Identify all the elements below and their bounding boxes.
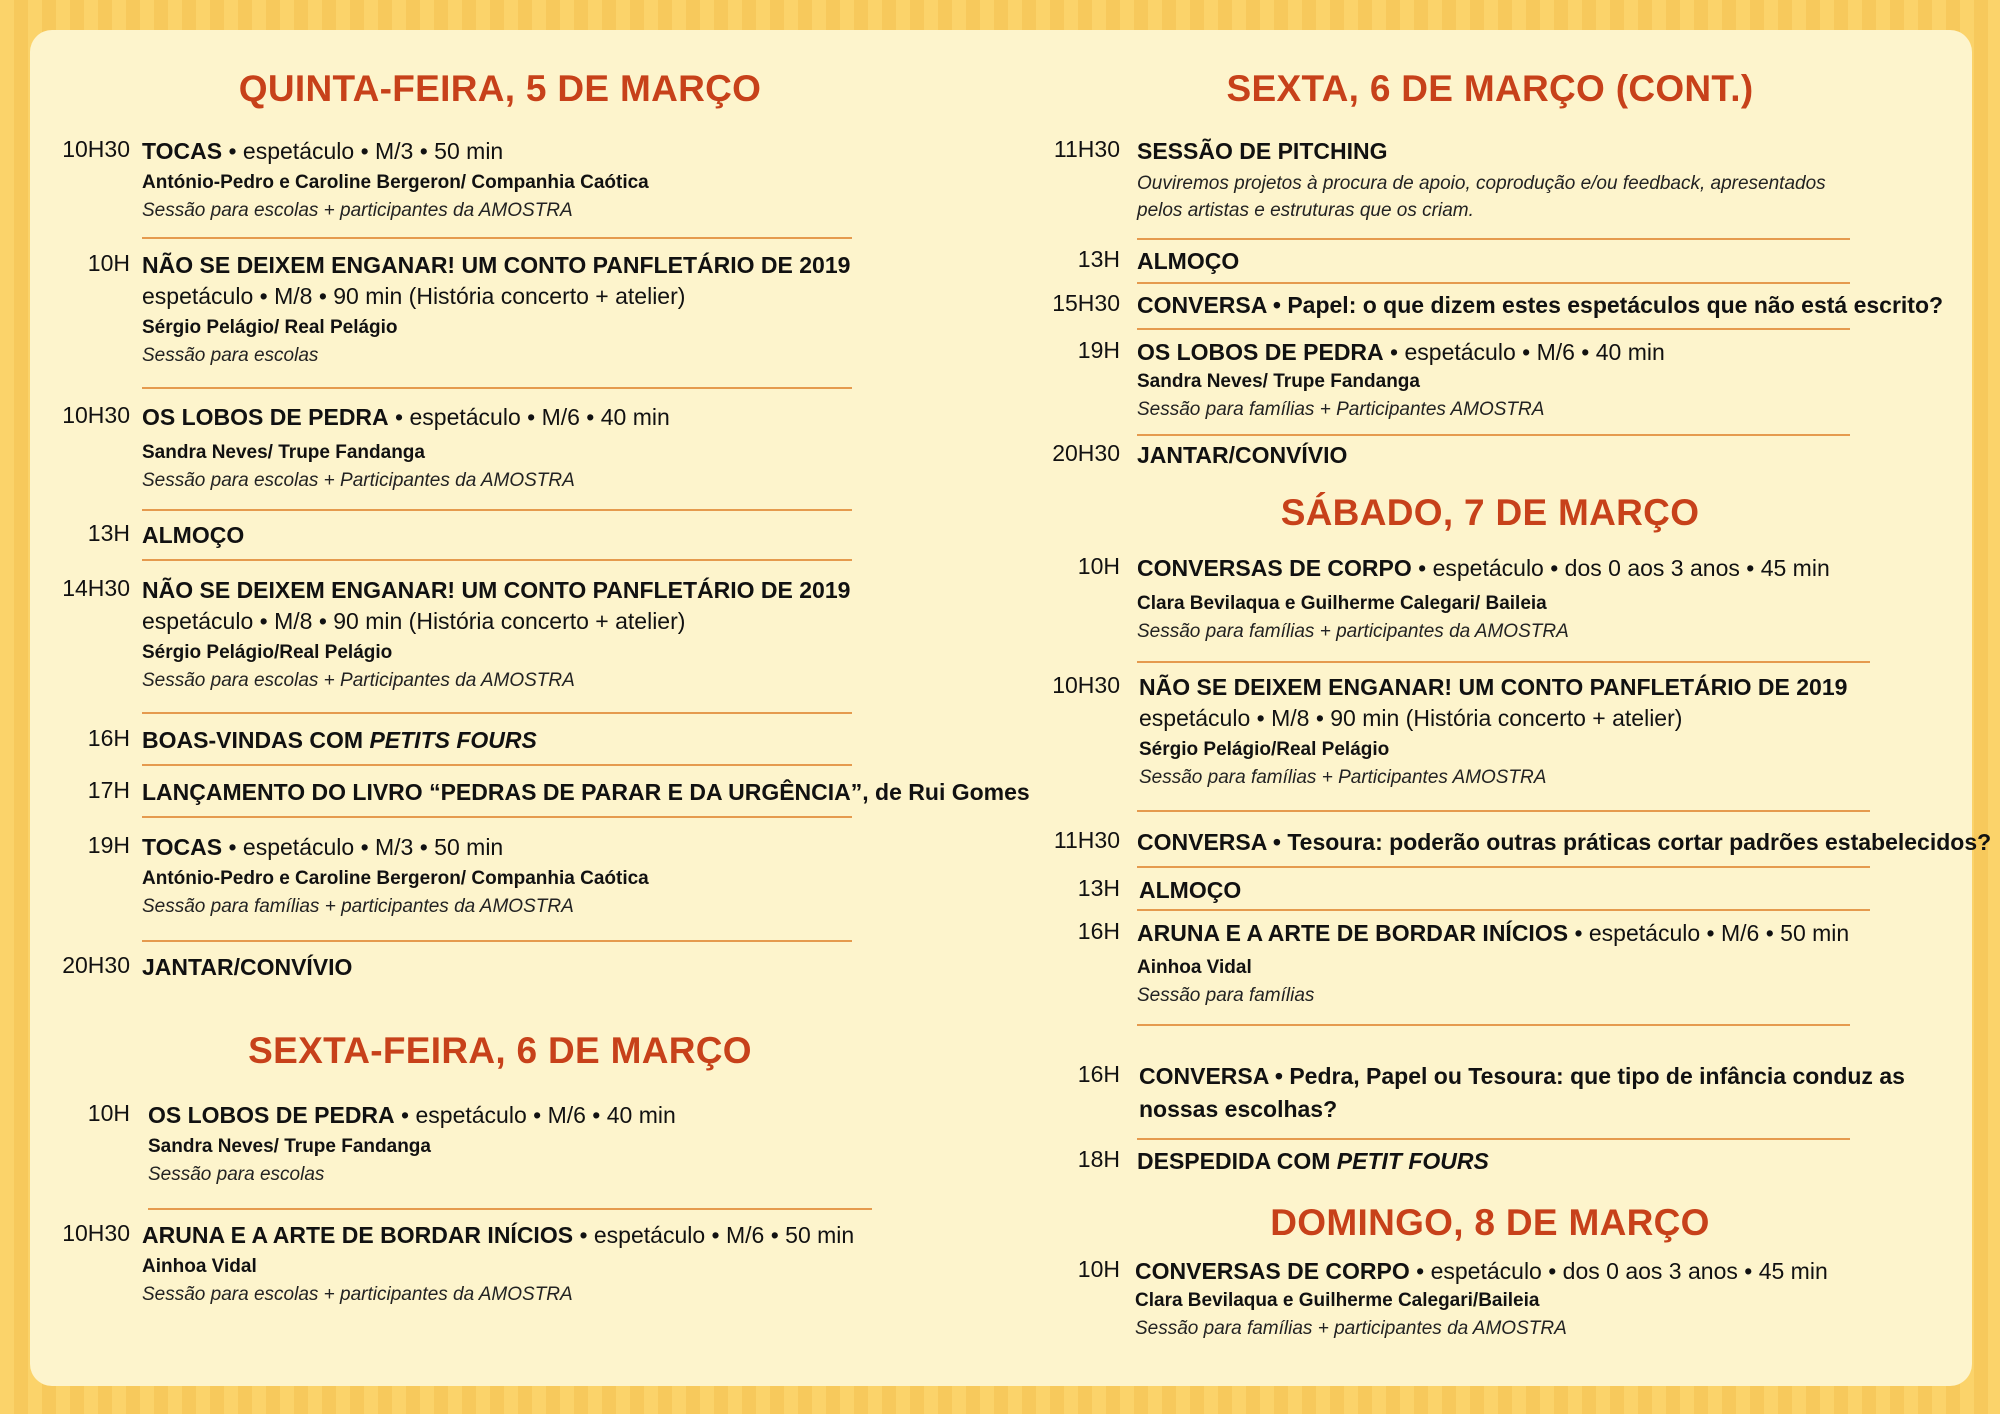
- divider: [1137, 866, 1870, 868]
- entry-time: 13H: [1077, 875, 1120, 901]
- entry-title: CONVERSAS DE CORPO: [1137, 555, 1412, 581]
- entry-audience: Sessão para famílias + participantes da AMOSTRA: [142, 896, 574, 917]
- entry-time: 14H30: [62, 575, 130, 601]
- entry-meta: • espetáculo • M/6 • 50 min: [573, 1222, 855, 1248]
- divider: [142, 387, 852, 389]
- entry-meta: • espetáculo • M/6 • 50 min: [1574, 920, 1850, 946]
- entry-title: CONVERSA • Papel: o que dizem estes espetáculos que não está escrito?: [1137, 292, 1944, 318]
- divider: [142, 764, 852, 766]
- entry-meta: • espetáculo • dos 0 aos 3 anos • 45 min: [1411, 555, 1830, 581]
- entry-title: NÃO SE DEIXEM ENGANAR! UM CONTO PANFLETÁRIO DE 2019: [142, 252, 851, 278]
- entry-time: 10H30: [62, 136, 130, 162]
- entry-meta: • espetáculo • M/3 • 50 min: [222, 834, 504, 860]
- entry-title: CONVERSA • Tesoura: poderão outras práticas cortar padrões estabelecidos?: [1137, 829, 1992, 855]
- entry-credits: Sandra Neves/ Trupe Fandanga: [142, 442, 425, 463]
- entry-credits: Sérgio Pelágio/ Real Pelágio: [142, 317, 398, 338]
- entry-time: 13H: [87, 520, 130, 546]
- entry-time: 13H: [1077, 246, 1120, 272]
- entry-audience: Sessão para escolas + Participantes da AMOSTRA: [142, 470, 575, 491]
- entry-title: ARUNA E A ARTE DE BORDAR INÍCIOS: [1137, 920, 1575, 946]
- entry-time: 17H: [87, 777, 130, 803]
- entry-time: 10H30: [62, 1220, 130, 1246]
- entry-title: TOCAS: [142, 834, 223, 860]
- day-title: SEXTA, 6 DE MARÇO (CONT.): [1226, 68, 1754, 109]
- entry-audience: Sessão para escolas: [148, 1164, 325, 1185]
- entry-title: NÃO SE DEIXEM ENGANAR! UM CONTO PANFLETÁRIO DE 2019: [142, 577, 851, 603]
- divider: [1137, 282, 1850, 284]
- entry-title: ALMOÇO: [142, 522, 245, 548]
- entry-title: ARUNA E A ARTE DE BORDAR INÍCIOS: [142, 1222, 574, 1248]
- divider: [142, 559, 852, 561]
- entry-time: 10H: [1077, 1256, 1120, 1282]
- entry-credits: Sérgio Pelágio/Real Pelágio: [1139, 739, 1390, 760]
- day-title: DOMINGO, 8 DE MARÇO: [1270, 1202, 1710, 1243]
- day-title: QUINTA-FEIRA, 5 DE MARÇO: [238, 68, 762, 109]
- entry-title: CONVERSA • Pedra, Papel ou Tesoura: que tipo de infância conduz as: [1139, 1063, 1905, 1089]
- entry-credits: Clara Bevilaqua e Guilherme Calegari/Baileia: [1135, 1290, 1540, 1311]
- divider: [1137, 1138, 1850, 1140]
- entry-title-italic: PETIT FOURS: [1336, 1148, 1489, 1174]
- entry-credits: Sandra Neves/ Trupe Fandanga: [148, 1136, 431, 1157]
- entry-title: NÃO SE DEIXEM ENGANAR! UM CONTO PANFLETÁRIO DE 2019: [1139, 674, 1848, 700]
- divider: [1137, 909, 1870, 911]
- entry-audience: Sessão para famílias + Participantes AMOSTRA: [1137, 399, 1545, 420]
- entry-title: OS LOBOS DE PEDRA: [148, 1102, 395, 1128]
- entry-meta: • espetáculo • M/3 • 50 min: [222, 138, 504, 164]
- entry-time: 19H: [87, 832, 130, 858]
- entry-time: 10H: [1077, 553, 1120, 579]
- entry-meta: espetáculo • M/8 • 90 min (História concerto + atelier): [142, 283, 686, 309]
- entry-title: CONVERSAS DE CORPO: [1135, 1258, 1410, 1284]
- divider: [142, 509, 852, 511]
- entry-time: 18H: [1077, 1146, 1120, 1172]
- entry-credits: Sérgio Pelágio/Real Pelágio: [142, 642, 393, 663]
- entry-time: 20H30: [1052, 440, 1120, 466]
- divider: [1137, 328, 1850, 330]
- entry-meta: • espetáculo • M/6 • 40 min: [394, 1102, 676, 1128]
- divider: [142, 940, 852, 942]
- entry-time: 10H30: [1052, 672, 1120, 698]
- entry-audience: Sessão para famílias + Participantes AMOSTRA: [1139, 767, 1547, 788]
- entry-meta: • espetáculo • M/6 • 40 min: [388, 404, 670, 430]
- entry-audience: Sessão para famílias: [1137, 985, 1315, 1006]
- program-card: [30, 30, 1992, 1386]
- entry-audience: Sessão para escolas + participantes da AMOSTRA: [142, 1284, 573, 1305]
- entry-credits: António-Pedro e Caroline Bergeron/ Companhia Caótica: [142, 868, 649, 889]
- divider: [1137, 661, 1870, 663]
- entry-audience: Sessão para escolas + participantes da AMOSTRA: [142, 200, 573, 221]
- entry-title: TOCAS: [142, 138, 223, 164]
- entry-time: 16H: [1077, 918, 1120, 944]
- entry-audience: Sessão para escolas: [142, 345, 319, 366]
- divider: [1137, 1024, 1850, 1026]
- divider: [142, 237, 852, 239]
- entry-time: 16H: [87, 725, 130, 751]
- entry-title: JANTAR/CONVÍVIO: [142, 954, 353, 980]
- entry-title: OS LOBOS DE PEDRA: [1137, 339, 1384, 365]
- divider: [1137, 434, 1850, 436]
- divider: [1137, 810, 1870, 812]
- entry-credits: Ainhoa Vidal: [142, 1256, 257, 1277]
- entry-time: 16H: [1077, 1061, 1120, 1087]
- entry-time: 15H30: [1052, 290, 1120, 316]
- entry-audience: Sessão para famílias + participantes da AMOSTRA: [1135, 1318, 1567, 1339]
- entry-title: ALMOÇO: [1139, 877, 1242, 903]
- entry-time: 20H30: [62, 952, 130, 978]
- entry-title: OS LOBOS DE PEDRA: [142, 404, 389, 430]
- entry-description: Ouviremos projetos à procura de apoio, coprodução e/ou feedback, apresentados: [1137, 173, 1826, 194]
- entry-time: 10H: [87, 250, 130, 276]
- entry-time: 19H: [1077, 337, 1120, 363]
- entry-time: 10H30: [62, 402, 130, 428]
- divider: [142, 712, 852, 714]
- entry-title: DESPEDIDA COM: [1137, 1148, 1337, 1174]
- entry-title: SESSÃO DE PITCHING: [1137, 138, 1388, 164]
- entry-meta: • espetáculo • dos 0 aos 3 anos • 45 min: [1409, 1258, 1828, 1284]
- divider: [148, 1208, 872, 1210]
- entry-meta: espetáculo • M/8 • 90 min (História concerto + atelier): [142, 608, 686, 634]
- entry-title: JANTAR/CONVÍVIO: [1137, 442, 1348, 468]
- entry-credits: Clara Bevilaqua e Guilherme Calegari/ Baileia: [1137, 593, 1547, 614]
- entry-credits: Ainhoa Vidal: [1137, 957, 1252, 978]
- entry-credits: Sandra Neves/ Trupe Fandanga: [1137, 371, 1420, 392]
- divider: [1137, 238, 1850, 240]
- entry-title: BOAS-VINDAS COM: [142, 727, 370, 753]
- entry-meta: • espetáculo • M/6 • 40 min: [1383, 339, 1665, 365]
- entry-time: 10H: [87, 1100, 130, 1126]
- entry-title-italic: PETITS FOURS: [369, 727, 537, 753]
- entry-time: 11H30: [1053, 827, 1120, 853]
- entry-time: 11H30: [1053, 136, 1120, 162]
- entry-audience: Sessão para escolas + Participantes da AMOSTRA: [142, 670, 575, 691]
- entry-title: ALMOÇO: [1137, 248, 1240, 274]
- day-title: SÁBADO, 7 DE MARÇO: [1280, 492, 1700, 533]
- entry-audience: Sessão para famílias + participantes da AMOSTRA: [1137, 621, 1569, 642]
- entry-meta: espetáculo • M/8 • 90 min (História concerto + atelier): [1139, 705, 1683, 731]
- divider: [142, 816, 852, 818]
- entry-title: LANÇAMENTO DO LIVRO “PEDRAS DE PARAR E DA URGÊNCIA”, de Rui Gomes: [142, 779, 1030, 805]
- entry-title-continued: nossas escolhas?: [1139, 1096, 1338, 1122]
- entry-credits: António-Pedro e Caroline Bergeron/ Companhia Caótica: [142, 172, 649, 193]
- entry-description: pelos artistas e estruturas que os criam.: [1137, 200, 1474, 221]
- day-title: SEXTA-FEIRA, 6 DE MARÇO: [248, 1030, 752, 1071]
